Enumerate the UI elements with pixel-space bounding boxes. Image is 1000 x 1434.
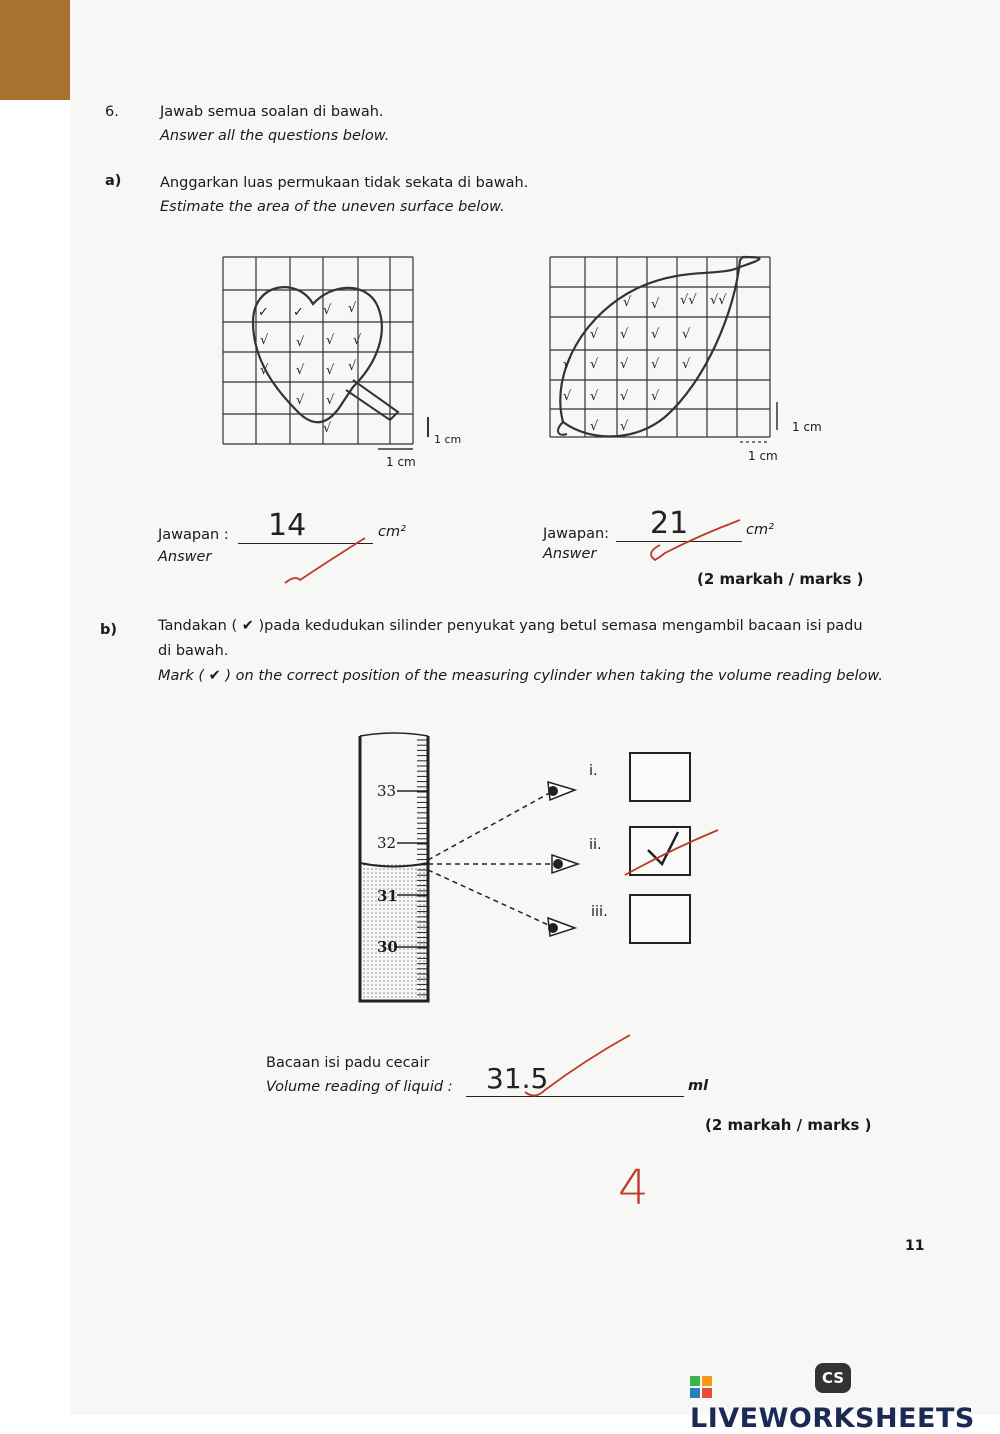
option-iii-label: iii.: [591, 904, 608, 920]
svg-text:√: √: [563, 389, 572, 404]
svg-text:√: √: [296, 393, 305, 408]
reading-label-ms: Bacaan isi padu cecair: [266, 1055, 430, 1071]
instruction-ms: Jawab semua soalan di bawah.: [160, 104, 384, 120]
part-b-label: b): [100, 622, 118, 638]
svg-text:√: √: [326, 393, 335, 408]
option-iii-checkbox[interactable]: [629, 894, 691, 944]
answer1-unit: cm²: [378, 524, 406, 540]
scale-33: 33: [377, 782, 397, 800]
liveworksheets-text: LIVEWORKSHEETS: [690, 1403, 975, 1434]
svg-text:√: √: [296, 335, 305, 350]
svg-text:√: √: [623, 295, 632, 310]
svg-text:√: √: [323, 421, 332, 436]
svg-text:√: √: [563, 357, 572, 372]
svg-text:√: √: [620, 357, 629, 372]
svg-text:√: √: [590, 389, 599, 404]
instruction-en: Answer all the questions below.: [160, 128, 390, 144]
svg-text:√: √: [620, 389, 629, 404]
svg-text:√: √: [260, 333, 269, 348]
svg-text:√: √: [326, 333, 335, 348]
scale-30: 30: [377, 938, 398, 956]
scanner-badge: CS: [815, 1363, 851, 1393]
svg-text:√: √: [620, 327, 629, 342]
option-ii-checkmark: [620, 820, 720, 880]
scale-31: 31: [377, 887, 398, 905]
answer2-tick-mark: [640, 515, 750, 565]
svg-text:√: √: [682, 327, 691, 342]
fig1-scale-horizontal: 1 cm: [386, 455, 416, 469]
svg-text:√: √: [326, 363, 335, 378]
eye-icon-bottom: [548, 918, 575, 936]
part-a-text-en: Estimate the area of the uneven surface below.: [160, 199, 505, 215]
question-number: 6.: [105, 104, 119, 120]
svg-text:√: √: [651, 357, 660, 372]
svg-text:√: √: [260, 363, 269, 378]
reading-tick-mark: [515, 1030, 635, 1105]
part-b-text-ms-2: di bawah.: [158, 643, 229, 659]
part-b-text-en: Mark ( ✔ ) on the correct position of the measuring cylinder when taking the volume reading below.: [158, 668, 883, 684]
eye-sight-lines: [420, 760, 600, 950]
reading-unit: ml: [688, 1078, 709, 1094]
page-number: 11: [905, 1238, 925, 1254]
liveworksheets-icon: [690, 1374, 712, 1396]
answer1-handwritten[interactable]: 14: [268, 508, 307, 543]
svg-text:√: √: [620, 419, 629, 434]
part-a-text-ms: Anggarkan luas permukaan tidak sekata di bawah.: [160, 175, 529, 191]
answer1-label-en: Answer: [158, 549, 212, 565]
part-a-label: a): [105, 173, 122, 189]
fig2-scale-vertical: 1 cm: [792, 420, 822, 434]
eye-icon-top: [548, 782, 575, 800]
part-a-marks: (2 markah / marks ): [697, 570, 864, 588]
svg-text:√√: √√: [710, 293, 727, 308]
part-b-text-ms-1: Tandakan ( ✔ )pada kedudukan silinder penyukat yang betul semasa mengambil bacaan isi padu: [158, 618, 863, 634]
svg-text:√: √: [590, 327, 599, 342]
svg-text:✓: ✓: [293, 305, 304, 320]
svg-text:√: √: [353, 333, 362, 348]
scale-32: 32: [377, 834, 397, 852]
answer1-label-ms: Jawapan :: [158, 527, 229, 543]
svg-text:√: √: [651, 297, 660, 312]
answer2-label-en: Answer: [543, 546, 597, 562]
svg-text:✓: ✓: [258, 305, 269, 320]
answer2-unit: cm²: [746, 522, 774, 538]
figure-heart-leaf-grid: [218, 252, 468, 472]
option-ii-label: ii.: [589, 837, 602, 853]
answer2-handwritten[interactable]: 21: [650, 506, 689, 541]
eye-icon-middle: [552, 855, 578, 873]
fig1-scale-vertical: 1 cm: [434, 433, 462, 446]
svg-text:√: √: [296, 363, 305, 378]
answer2-label-ms: Jawapan:: [543, 526, 610, 542]
figure-pointed-leaf-grid: [545, 252, 815, 462]
svg-text:√√: √√: [680, 293, 697, 308]
option-i-label: i.: [589, 763, 598, 779]
svg-text:√: √: [651, 389, 660, 404]
svg-text:√: √: [348, 359, 357, 374]
svg-text:√: √: [590, 357, 599, 372]
svg-text:√: √: [348, 301, 357, 316]
reading-handwritten[interactable]: 31.5: [486, 1062, 549, 1095]
answer1-tick-mark: [280, 535, 370, 590]
part-b-marks: (2 markah / marks ): [705, 1116, 872, 1134]
reading-label-en: Volume reading of liquid :: [266, 1079, 453, 1095]
svg-text:√: √: [590, 419, 599, 434]
handwritten-score: 4: [618, 1160, 649, 1216]
fig2-scale-horizontal: 1 cm: [748, 449, 778, 463]
svg-text:√: √: [323, 303, 332, 318]
svg-text:√: √: [682, 357, 691, 372]
option-i-checkbox[interactable]: [629, 752, 691, 802]
liveworksheets-logo[interactable]: [690, 1372, 1000, 1434]
svg-text:√: √: [651, 327, 660, 342]
